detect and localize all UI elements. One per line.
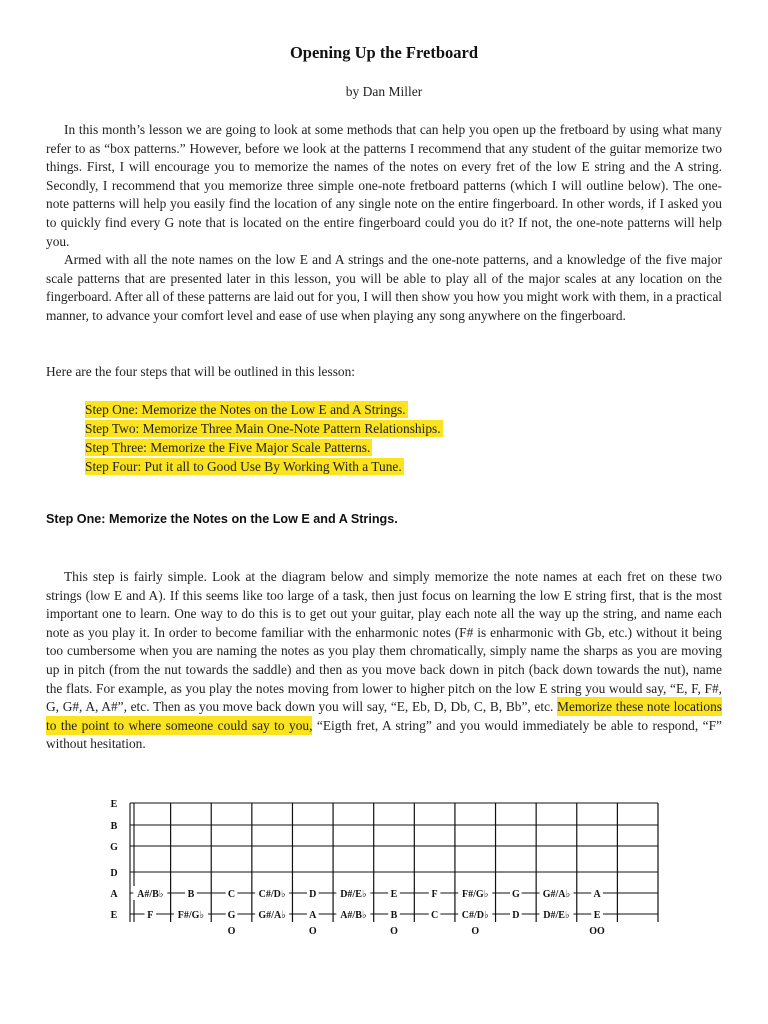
armed-paragraph: [46, 251, 722, 325]
a-string-note-label: B: [187, 889, 195, 900]
e-string-note-label: G#/A♭: [258, 910, 286, 921]
a-string-note-label: C: [227, 889, 236, 900]
e-string-note-label: F#/G♭: [177, 910, 205, 921]
e-string-note-label: A: [309, 910, 317, 921]
fret-marker: O: [308, 926, 317, 937]
section-heading-step-one: Step One: Memorize the Notes on the Low E and A Strings.: [46, 512, 398, 526]
e-string-note-label: C#/D♭: [461, 910, 489, 921]
e-string-note-label: G: [227, 910, 236, 921]
step-three-highlight: Step Three: Memorize the Five Major Scale Patterns.: [85, 440, 371, 455]
e-string-note-label: E: [593, 910, 601, 921]
step-item: [85, 400, 443, 419]
fret-marker: O: [471, 926, 480, 937]
fretboard-svg: [104, 792, 664, 942]
highlighted-text: Memorize these note locations to the point to where someone could say to you,: [46, 699, 722, 733]
document-title: Opening Up the Fretboard: [289, 43, 479, 62]
e-string-note-label: C: [430, 910, 439, 921]
step-four-highlight: Step Four: Put it all to Good Use By Working With a Tune.: [85, 459, 402, 474]
step-item: [85, 457, 443, 476]
e-string-note-label: D#/E♭: [543, 910, 570, 921]
intro-paragraph-text: In this month’s lesson we are going to look at some methods that can help you open up the fretboard by using what many refer to as “box patterns.” However, before we look at the patterns I recommend that any student of the guitar memorize two things. First, I will encourage you to memorize the names of the notes on every fret of the low E string and the A string. Secondly, I recommend that you memorize three simple one-note fretboard patterns (which I will outline below). The one-note patterns will help you easily find the location of any single note on the entire fingerboard. In other words, if I asked you to quickly find every G note that is located on the entire fingerboard could you do it? If not, the one-note patterns will help you.: [46, 122, 722, 249]
e-string-note-label: B: [390, 910, 398, 921]
step-one-paragraph: [46, 568, 722, 754]
step-one-highlight: Step One: Memorize the Notes on the Low E and A Strings.: [85, 402, 406, 417]
fret-marker: O: [227, 926, 236, 937]
a-string-note-label: A: [593, 889, 601, 900]
fret-marker: O: [390, 926, 398, 937]
steps-intro-text: Here are the four steps that will be outlined in this lesson:: [46, 364, 356, 379]
string-label-b: B: [110, 821, 118, 832]
step-item: [85, 438, 443, 457]
step-two-highlight: Step Two: Memorize Three Main One-Note Pattern Relationships.: [85, 421, 441, 436]
a-string-note-label: C#/D♭: [258, 889, 286, 900]
intro-paragraph: [46, 121, 722, 251]
author-byline: by Dan Miller: [345, 84, 423, 99]
string-label-e: E: [110, 799, 118, 810]
steps-list: [85, 400, 443, 476]
step-one-text-end: “Eigth fret, A string” and you would immediately be able to respond, “F” without hesitation.: [46, 717, 723, 752]
a-string-note-label: G: [511, 889, 520, 900]
armed-paragraph-text: Armed with all the note names on the low E and A strings and the one-note patterns, and a knowledge of the five major scale patterns that are presented later in this lesson, you will be able to play all of the major scales at any location on the fingerboard. After all of these patterns are laid out for you, I will then show you how you might work with them, in a practical manner, to advance your comfort level and ease of use when playing any song anywhere on the fingerboard.: [46, 252, 722, 323]
e-string-note-label: F: [147, 910, 154, 921]
fret-marker: OO: [589, 926, 605, 937]
string-label-g: G: [110, 842, 118, 853]
e-string-note-label: D: [512, 910, 520, 921]
step-item: [85, 419, 443, 438]
a-string-note-label: E: [390, 889, 398, 900]
a-string-note-label: A#/B♭: [137, 889, 164, 900]
string-label-a: A: [110, 889, 118, 900]
step-one-text: This step is fairly simple. Look at the diagram below and simply memorize the note names at each fret on these two strings (low E and A). If this seems like too large of a task, then just focus on learning the low E string first, that is the most important one to learn. One way to do this is to get out your guitar, play each note all the way up the string, and name each note as you play it. In order to become familiar with the enharmonic notes (F# is enharmonic with Gb, etc.) without it being too cumbersome when you are naming the notes as you play them chromatically, simply name the sharps as you are moving up in pitch (from the nut towards the saddle) and then as you move back down in pitch (back down towards the nut), name the flats. For example, as you play the notes moving from lower to higher pitch on the low E string you would say, “E, F, F#, G, G#, A, A#”, etc. Then as you move back down you will say, “E, Eb, D, Db, C, B, Bb”, etc.: [46, 569, 722, 715]
e-string-note-label: A#/B♭: [340, 910, 367, 921]
fretboard-diagram: [104, 792, 664, 947]
a-string-note-label: G#/A♭: [542, 889, 571, 900]
a-string-note-label: D#/E♭: [340, 889, 367, 900]
a-string-note-label: F#/G♭: [462, 889, 489, 900]
a-string-note-label: F: [431, 889, 438, 900]
a-string-note-label: D: [309, 889, 317, 900]
string-label-e: E: [110, 910, 118, 921]
string-label-d: D: [110, 868, 118, 879]
